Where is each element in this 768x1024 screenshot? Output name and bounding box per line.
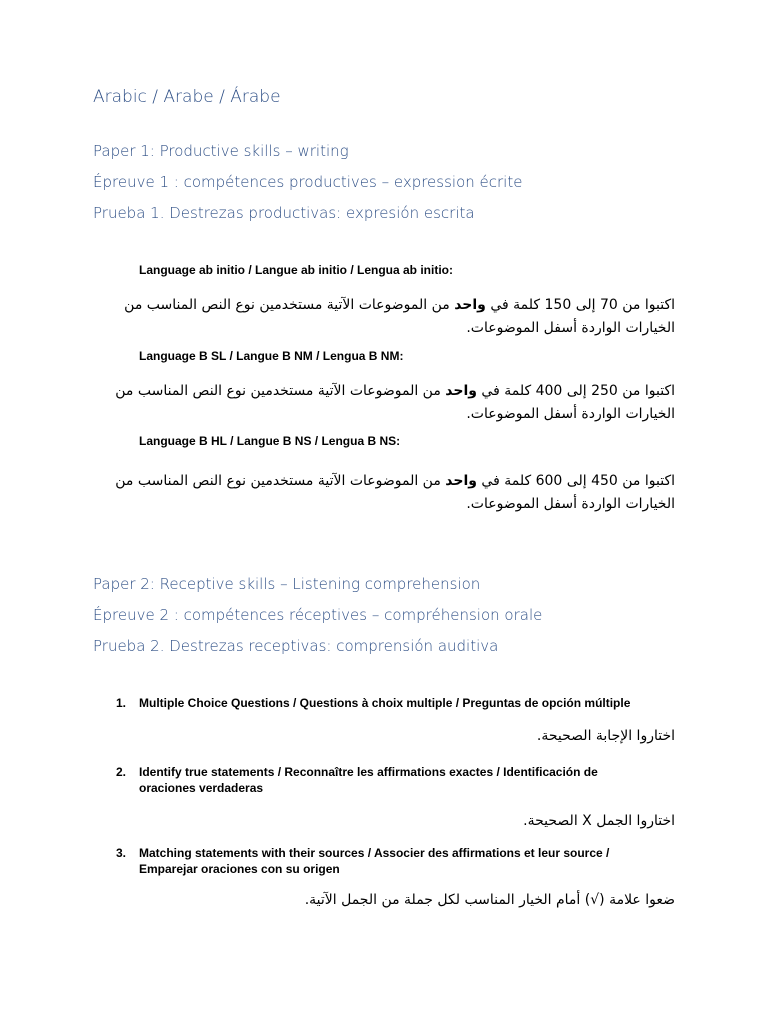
paper1-heading-fr: Épreuve 1 : compétences productives – expression écrite	[93, 173, 523, 191]
paper2-heading-es: Prueba 2. Destrezas receptivas: comprensión auditiva	[93, 637, 499, 655]
level-instruction-b-hl: اكتبوا من 450 إلى 600 كلمة في واحد من الموضوعات الآتية مستخدمين نوع النص المناسب من الخيارات الواردة أسفل الموضوعات.	[115, 473, 675, 512]
list-item	[116, 764, 636, 796]
list-item-label: Multiple Choice Questions / Questions à choix multiple / Preguntas de opción múltiple	[139, 696, 631, 710]
list-item	[116, 695, 636, 711]
level-instruction-ab-initio: اكتبوا من 70 إلى 150 كلمة في واحد من الموضوعات الآتية مستخدمين نوع النص المناسب من الخيارات الواردة أسفل الموضوعات.	[124, 297, 675, 336]
list-item	[116, 845, 636, 877]
list-item-arabic: ضعوا علامة (√) أمام الخيار المناسب لكل جملة من الجمل الآتية.	[304, 892, 675, 908]
level-label-b-sl: Language B SL / Langue B NM / Lengua B NM:	[139, 349, 404, 363]
list-item-number: 2.	[116, 765, 127, 779]
paper1-heading-en: Paper 1: Productive skills – writing	[93, 142, 349, 160]
level-label-ab-initio: Language ab initio / Langue ab initio / Lengua ab initio:	[139, 263, 453, 277]
paper2-heading-en: Paper 2: Receptive skills – Listening comprehension	[93, 575, 481, 593]
list-item-arabic: اختاروا الإجابة الصحيحة.	[536, 728, 675, 744]
list-item-number: 1.	[116, 696, 127, 710]
paper2-heading-fr: Épreuve 2 : compétences réceptives – compréhension orale	[93, 606, 543, 624]
level-instruction-b-sl: اكتبوا من 250 إلى 400 كلمة في واحد من الموضوعات الآتية مستخدمين نوع النص المناسب من الخيارات الواردة أسفل الموضوعات.	[115, 383, 675, 422]
list-item-number: 3.	[116, 846, 127, 860]
list-item-label: Matching statements with their sources / Associer des affirmations et leur source / Emparejar oraciones con su origen	[139, 846, 610, 876]
list-item-arabic: اختاروا الجمل X الصحيحة.	[523, 813, 675, 829]
paper1-heading-es: Prueba 1. Destrezas productivas: expresión escrita	[93, 204, 475, 222]
document-title: Arabic / Arabe / Árabe	[93, 87, 281, 107]
list-item-label: Identify true statements / Reconnaître les affirmations exactes / Identificación de oraciones verdaderas	[139, 765, 598, 795]
level-label-b-hl: Language B HL / Langue B NS / Lengua B NS:	[139, 434, 401, 448]
